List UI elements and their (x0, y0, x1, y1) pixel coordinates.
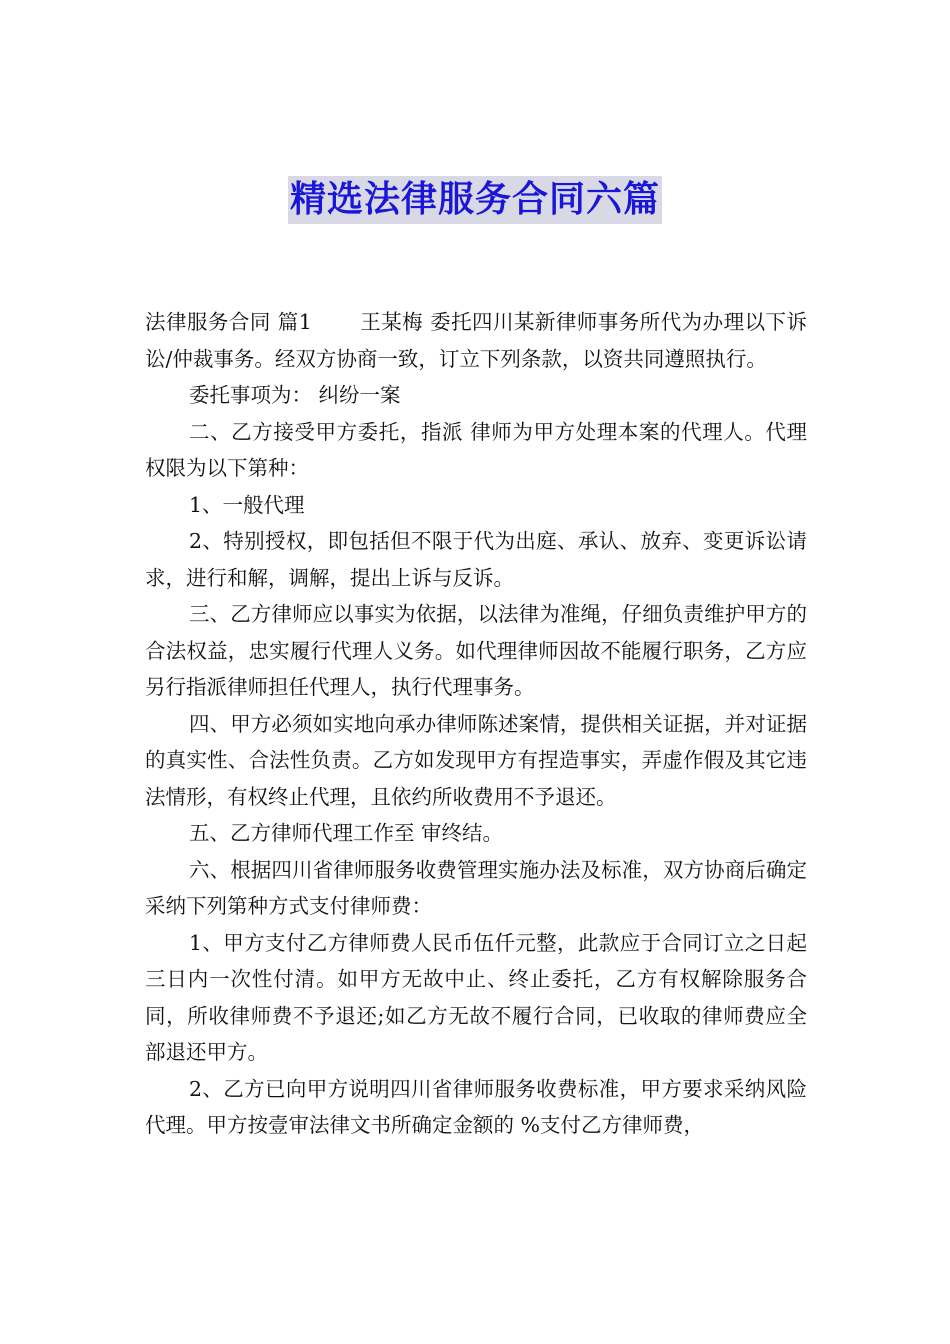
intro-label: 法律服务合同 篇1 (145, 310, 312, 334)
paragraph-6: 四、甲方必须如实地向承办律师陈述案情，提供相关证据，并对证据的真实性、合法性负责。乙方如发现甲方有捏造事实，弄虚作假及其它违法情形，有权终止代理，且依约所收费用不予退还。 (145, 711, 807, 809)
intro-paragraph (145, 304, 807, 377)
paragraph-1: 委托事项为： 纠纷一案 (189, 383, 401, 407)
paragraph-3: 1、一般代理 (189, 492, 305, 517)
document-body (145, 304, 807, 1144)
paragraph-7: 五、乙方律师代理工作至 审终结。 (189, 821, 504, 845)
paragraph-8: 六、根据四川省律师服务收费管理实施办法及标准，双方协商后确定采纳下列第种方式支付律师费： (145, 857, 807, 918)
paragraph-4: 2、特别授权，即包括但不限于代为出庭、承认、放弃、变更诉讼请求，进行和解，调解，提出上诉与反诉。 (145, 529, 807, 590)
document-title: 精选法律服务合同六篇 (288, 176, 662, 224)
paragraph-9: 1、甲方支付乙方律师费人民币伍仟元整，此款应于合同订立之日起三日内一次性付清。如甲方无故中止、终止委托，乙方有权解除服务合同，所收律师费不予退还;如乙方无故不履行合同，已收取的律师费应全部退还甲方。 (145, 930, 807, 1064)
title-container (0, 176, 950, 224)
paragraph-2: 二、乙方接受甲方委托，指派 律师为甲方处理本案的代理人。代理权限为以下第种： (145, 419, 807, 480)
paragraph-10: 2、乙方已向甲方说明四川省律师服务收费标准，甲方要求采纳风险代理。甲方按壹审法律文书所确定金额的 %支付乙方律师费， (145, 1076, 807, 1137)
intro-text: 王某梅 委托四川某新律师事务所代为办理以下诉讼/仲裁事务。经双方协商一致，订立下列条款，以资共同遵照执行。 (145, 310, 808, 371)
paragraph-5: 三、乙方律师应以事实为依据，以法律为准绳，仔细负责维护甲方的合法权益，忠实履行代理人义务。如代理律师因故不能履行职务，乙方应另行指派律师担任代理人，执行代理事务。 (145, 602, 807, 699)
